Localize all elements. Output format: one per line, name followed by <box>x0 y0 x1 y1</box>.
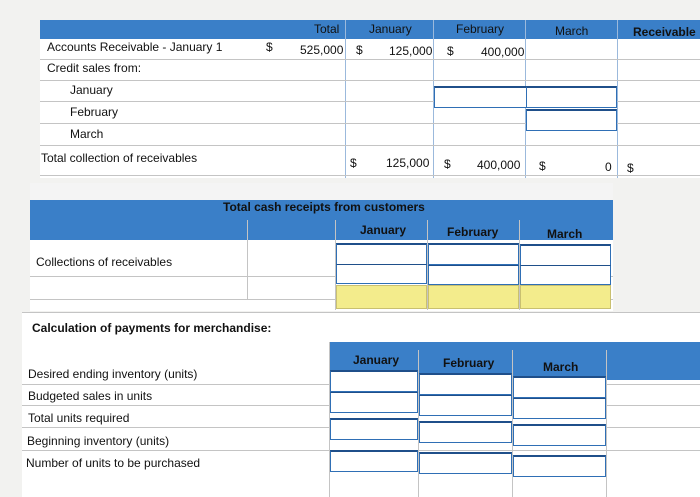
merchandise-payments-title: Calculation of payments for merchandise: <box>32 321 272 335</box>
credit-sales-january-label: January <box>70 83 113 97</box>
cash-receipts-col-february: February <box>447 225 499 239</box>
ar-feb-value: 400,000 <box>481 45 525 59</box>
collections-feb-input[interactable] <box>428 243 519 265</box>
merch-col-january: January <box>353 353 400 367</box>
budgeted-sales-feb-input[interactable] <box>419 395 512 416</box>
ar-total-value: 525,000 <box>300 43 344 57</box>
budgeted-sales-label: Budgeted sales in units <box>28 389 153 403</box>
total-collection-label: Total collection of receivables <box>41 151 198 165</box>
ar-jan-value: 125,000 <box>389 44 433 58</box>
merch-col-march: March <box>543 360 579 374</box>
collections-mar-input[interactable] <box>520 244 611 266</box>
units-to-purchase-mar-input[interactable] <box>513 455 606 477</box>
ar-january-1-label: Accounts Receivable - January 1 <box>47 40 223 54</box>
ar-total-dollar: $ <box>266 40 273 54</box>
total-jan-value: 125,000 <box>386 156 430 170</box>
total-units-jan-input[interactable] <box>330 418 418 440</box>
total-feb-dollar: $ <box>444 157 451 171</box>
total-mar-value: 0 <box>605 160 612 174</box>
merch-col-february: February <box>443 356 495 370</box>
desired-ending-feb-input[interactable] <box>419 373 512 395</box>
ar-feb-dollar: $ <box>447 44 454 58</box>
header-gap <box>30 183 613 200</box>
collections-of-receivables-label: Collections of receivables <box>36 255 173 269</box>
cash-receipts-total-jan[interactable] <box>336 285 427 309</box>
col-header-receivable: Receivable <box>633 25 696 39</box>
credit-sales-february-label: February <box>70 105 119 119</box>
row-line <box>22 312 700 313</box>
collections-mar-input-2[interactable] <box>520 265 611 285</box>
cash-receipts-col-january: January <box>360 223 407 237</box>
credit-sales-march-label: March <box>70 127 104 141</box>
cash-receipts-col-march: March <box>547 227 583 241</box>
budgeted-sales-jan-input[interactable] <box>330 392 418 413</box>
units-to-purchase-jan-input[interactable] <box>330 450 418 472</box>
collections-feb-input-2[interactable] <box>428 265 519 285</box>
col-header-january: January <box>369 22 412 36</box>
col-header-march: March <box>555 24 589 38</box>
beginning-inventory-label: Beginning inventory (units) <box>27 434 170 448</box>
units-to-purchase-label: Number of units to be purchased <box>26 456 201 470</box>
desired-ending-inventory-label: Desired ending inventory (units) <box>28 367 198 381</box>
total-mar-dollar: $ <box>539 159 546 173</box>
total-units-mar-input[interactable] <box>513 424 606 446</box>
collections-jan-input[interactable] <box>336 243 427 265</box>
feb-credit-mar-input[interactable] <box>526 86 617 108</box>
total-receivable-dollar: $ <box>627 161 634 175</box>
desired-ending-mar-input[interactable] <box>513 376 606 398</box>
units-to-purchase-feb-input[interactable] <box>419 452 512 474</box>
divider <box>606 350 607 497</box>
credit-sales-label: Credit sales from: <box>47 61 142 75</box>
col-header-total: Total <box>314 22 340 36</box>
divider <box>617 20 618 178</box>
total-units-required-label: Total units required <box>28 411 130 425</box>
total-jan-dollar: $ <box>350 156 357 170</box>
total-units-feb-input[interactable] <box>419 421 512 443</box>
row-line <box>40 175 700 176</box>
row-line <box>40 145 700 146</box>
total-feb-value: 400,000 <box>477 158 521 172</box>
cash-receipts-total-feb[interactable] <box>428 285 519 309</box>
row-line <box>40 59 700 60</box>
cash-receipts-title: Total cash receipts from customers <box>223 200 425 214</box>
ar-jan-dollar: $ <box>356 43 363 57</box>
mar-credit-mar-input[interactable] <box>526 109 617 131</box>
col-header-february: February <box>456 22 505 36</box>
desired-ending-jan-input[interactable] <box>330 370 418 392</box>
row-line <box>40 80 700 81</box>
budgeted-sales-mar-input[interactable] <box>513 398 606 419</box>
divider <box>247 220 248 300</box>
divider <box>345 20 346 178</box>
cash-receipts-total-mar[interactable] <box>520 285 611 309</box>
collections-jan-input-2[interactable] <box>336 264 427 284</box>
